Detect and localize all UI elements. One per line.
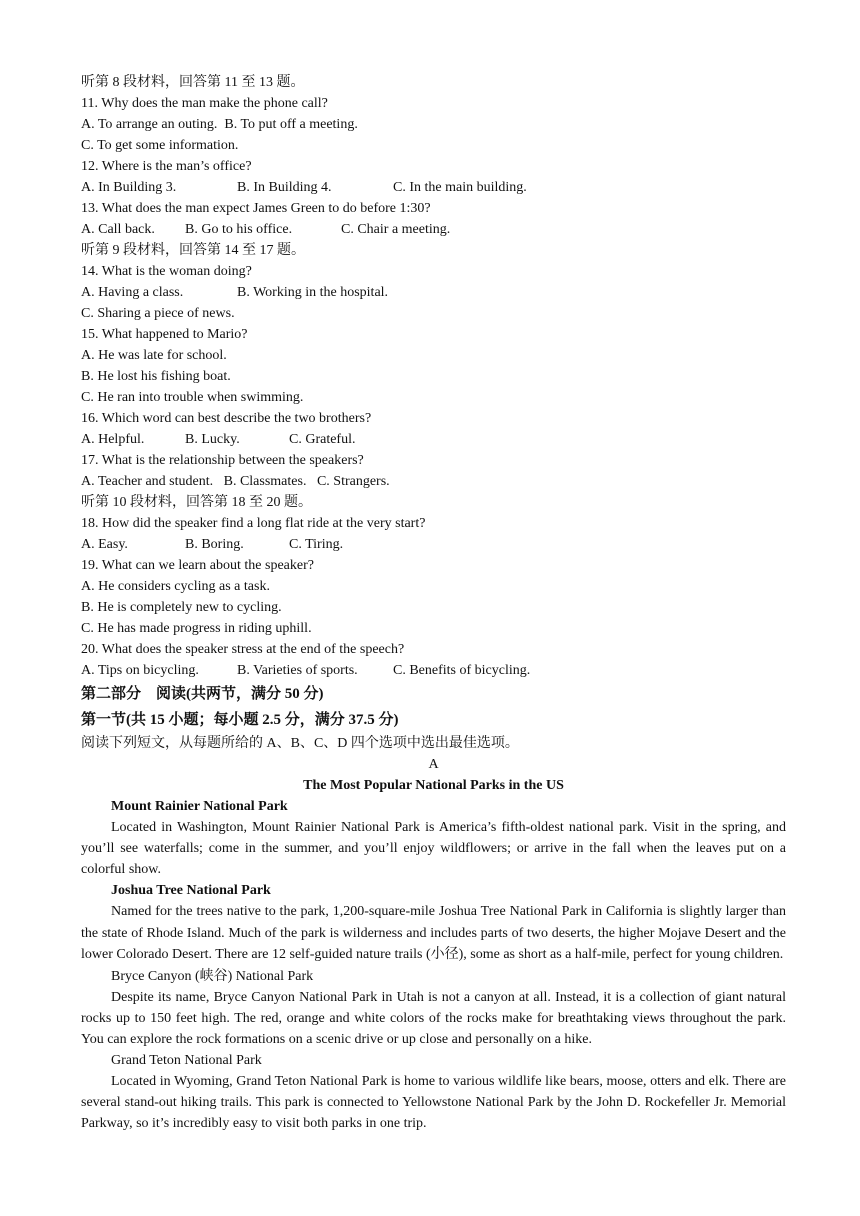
- option-b: B. Varieties of sports.: [237, 663, 358, 678]
- park-heading: Bryce Canyon (峡谷) National Park: [111, 968, 314, 984]
- park-heading: Mount Rainier National Park: [111, 799, 288, 814]
- option-c: C. Grateful.: [289, 432, 356, 447]
- option-a: A. Teacher and student.: [81, 474, 214, 489]
- question-11-options-row1: [81, 114, 786, 135]
- question-20: 20. What does the speaker stress at the end of the speech?: [81, 642, 405, 657]
- option-c: C. He ran into trouble when swimming.: [81, 390, 304, 405]
- option-b: B. To put off a meeting.: [224, 117, 358, 132]
- option-c: C. Chair a meeting.: [341, 222, 451, 237]
- question-13: 13. What does the man expect James Green to do before 1:30?: [81, 201, 431, 216]
- passage-letter: A: [428, 757, 439, 772]
- section-9-heading: 听第 9 段材料，回答第 14 至 17 题。: [81, 243, 305, 258]
- question-11: 11. Why does the man make the phone call?: [81, 96, 328, 111]
- park-heading: Grand Teton National Park: [111, 1052, 262, 1068]
- question-18: 18. How did the speaker find a long flat ride at the very start?: [81, 516, 426, 531]
- question-12: 12. Where is the man’s office?: [81, 159, 252, 174]
- option-a: A. Having a class.: [81, 285, 184, 300]
- section-title: 第一节(共 15 小题；每小题 2.5 分，满分 37.5 分): [81, 712, 399, 728]
- question-18-options: [81, 534, 786, 555]
- option-a: A. To arrange an outing.: [81, 117, 218, 132]
- option-c: C. Benefits of bicycling.: [393, 663, 531, 678]
- option-b: B. Classmates.: [223, 474, 307, 489]
- question-20-options: [81, 660, 786, 681]
- park-description: Located in Wyoming, Grand Teton National Park is home to various wildlife like bears, moose, otters and elk. There are several stand-out hiking trails. This park is connected to Yellowstone National Park by the John D. Rockefeller Jr. Memorial Parkway, so it’s incredibly easy to visit both parks in one trip.: [81, 1073, 786, 1131]
- option-a: A. Tips on bicycling.: [81, 663, 199, 678]
- option-a: A. He was late for school.: [81, 348, 227, 363]
- park-description: Named for the trees native to the park, 1,200-square-mile Joshua Tree National Park in California is slightly larger than the state of Rhode Island. Much of the park is wilderness and includes parts of two deserts, the higher Mojave Desert and the lower Colorado Desert. There are 12 self-guided nature trails (小径), some as short as a half-mile, perfect for young children.: [81, 904, 786, 962]
- question-16: 16. Which word can best describe the two brothers?: [81, 411, 372, 426]
- option-c: C. To get some information.: [81, 138, 239, 153]
- option-c: C. In the main building.: [393, 180, 527, 195]
- question-17: 17. What is the relationship between the speakers?: [81, 453, 364, 468]
- question-14-options-row1: [81, 282, 786, 303]
- passage-title: The Most Popular National Parks in the US: [303, 778, 564, 793]
- option-b: B. Boring.: [185, 537, 244, 552]
- option-b: B. In Building 4.: [237, 180, 332, 195]
- option-a: A. He considers cycling as a task.: [81, 579, 270, 594]
- question-12-options: [81, 177, 786, 198]
- option-a: A. Call back.: [81, 222, 155, 237]
- option-b: B. He is completely new to cycling.: [81, 600, 282, 615]
- section-10-heading: 听第 10 段材料，回答第 18 至 20 题。: [81, 495, 312, 510]
- part-title: 第二部分 阅读(共两节，满分 50 分): [81, 686, 324, 702]
- park-heading: Joshua Tree National Park: [111, 883, 271, 898]
- question-15: 15. What happened to Mario?: [81, 327, 248, 342]
- question-13-options: [81, 219, 786, 240]
- instruction: 阅读下列短文，从每题所给的 A、B、C、D 四个选项中选出最佳选项。: [81, 736, 519, 751]
- park-description: Despite its name, Bryce Canyon National Park in Utah is not a canyon at all. Instead, it is a collection of giant natural rocks up to 150 feet high. The red, orange and white colors of the rocks make for breathtaking views throughout the park. You can explore the rock formations on a scenic drive or up close and personally on a hike.: [81, 989, 786, 1047]
- option-c: C. Sharing a piece of news.: [81, 306, 235, 321]
- option-b: B. Go to his office.: [185, 222, 293, 237]
- question-16-options: [81, 429, 786, 450]
- option-b: B. Working in the hospital.: [237, 285, 389, 300]
- option-c: C. He has made progress in riding uphill.: [81, 621, 312, 636]
- option-c: C. Strangers.: [316, 474, 390, 489]
- option-c: C. Tiring.: [289, 537, 344, 552]
- question-19: 19. What can we learn about the speaker?: [81, 558, 314, 573]
- section-8-heading: 听第 8 段材料，回答第 11 至 13 题。: [81, 75, 305, 90]
- question-17-options: [81, 471, 786, 492]
- option-b: B. He lost his fishing boat.: [81, 369, 231, 384]
- question-14: 14. What is the woman doing?: [81, 264, 252, 279]
- option-a: A. Helpful.: [81, 432, 145, 447]
- park-description: Located in Washington, Mount Rainier National Park is America’s fifth-oldest national park. Visit in the spring, and you’ll see waterfalls; come in the summer, and you’ll enjoy wildflowers; or arrive in the fall when the leaves put on a colorful show.: [81, 820, 786, 877]
- option-b: B. Lucky.: [185, 432, 240, 447]
- option-a: A. In Building 3.: [81, 180, 177, 195]
- option-a: A. Easy.: [81, 537, 128, 552]
- exam-page: [81, 72, 786, 1134]
